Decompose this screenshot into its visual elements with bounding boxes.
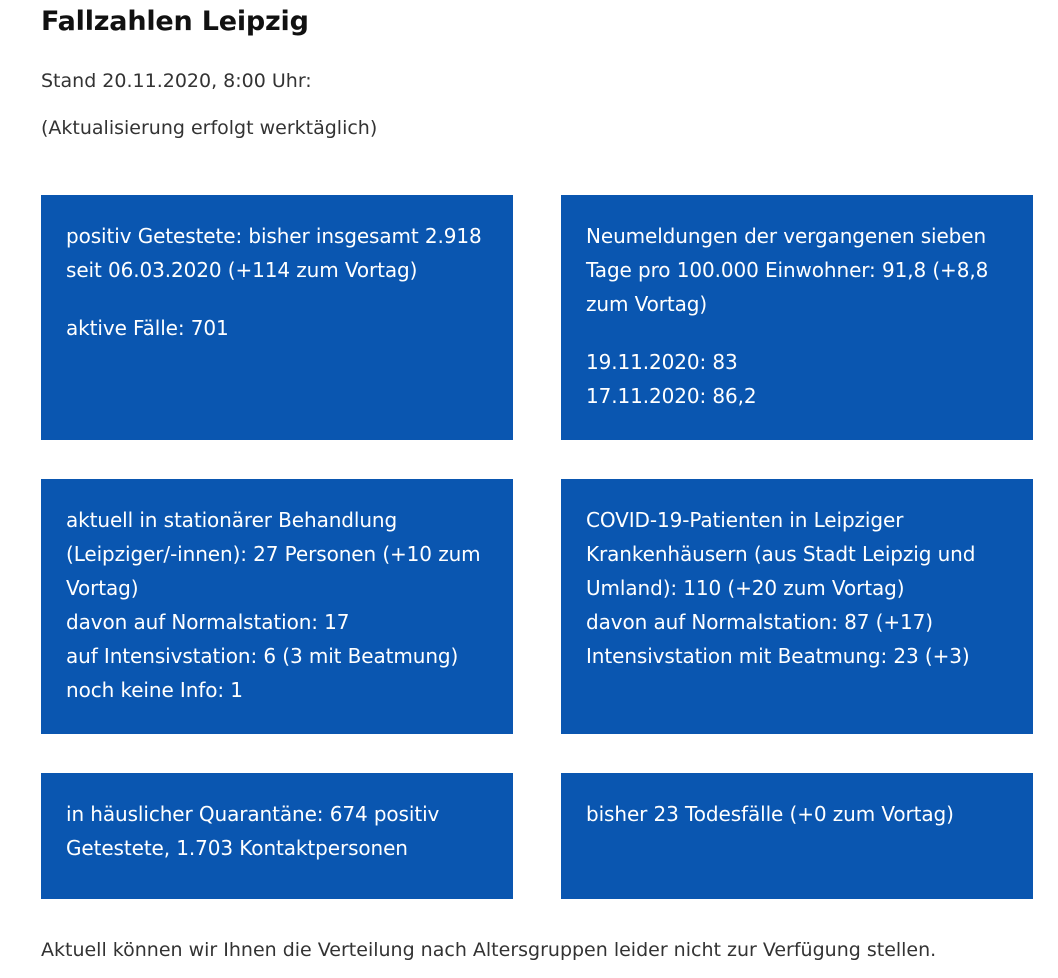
update-note: (Aktualisierung erfolgt werktäglich) — [41, 117, 378, 139]
incidence-box — [561, 195, 1033, 440]
hospital-icu: auf Intensivstation: 6 (3 mit Beatmung) — [66, 644, 459, 668]
quarantine-text: in häuslicher Quarantäne: 674 positiv Getestete, 1.703 Kontaktpersonen — [66, 802, 440, 860]
positive-cases-box — [41, 195, 513, 440]
hospital-normal-ward: davon auf Normalstation: 17 — [66, 610, 350, 634]
hospital-total: aktuell in stationärer Behandlung (Leipziger/-innen): 27 Personen (+10 zum Vortag) — [66, 508, 481, 600]
incidence-history-2: 17.11.2020: 86,2 — [586, 384, 757, 408]
covid-patients-box — [561, 479, 1033, 734]
covid-patients-ventilation: Intensivstation mit Beatmung: 23 (+3) — [586, 644, 970, 668]
covid-patients-normal-ward: davon auf Normalstation: 87 (+17) — [586, 610, 933, 634]
positive-cases-total: positiv Getestete: bisher insgesamt 2.918 seit 06.03.2020 (+114 zum Vortag) — [66, 224, 482, 282]
incidence-history-1: 19.11.2020: 83 — [586, 350, 738, 374]
quarantine-box — [41, 773, 513, 899]
hospital-treatment-box — [41, 479, 513, 734]
deaths-box — [561, 773, 1033, 899]
page-title: Fallzahlen Leipzig — [41, 6, 309, 37]
incidence-value: Neumeldungen der vergangenen sieben Tage pro 100.000 Einwohner: 91,8 (+8,8 zum Vortag) — [586, 224, 989, 316]
covid-patients-total: COVID-19-Patienten in Leipziger Krankenhäusern (aus Stadt Leipzig und Umland): 110 (+20 zum Vortag) — [586, 508, 976, 600]
stand-timestamp: Stand 20.11.2020, 8:00 Uhr: — [41, 70, 312, 92]
deaths-text: bisher 23 Todesfälle (+0 zum Vortag) — [586, 802, 954, 826]
age-distribution-note: Aktuell können wir Ihnen die Verteilung nach Altersgruppen leider nicht zur Verfügung stellen. — [41, 939, 937, 961]
hospital-no-info: noch keine Info: 1 — [66, 678, 243, 702]
active-cases: aktive Fälle: 701 — [66, 316, 229, 340]
